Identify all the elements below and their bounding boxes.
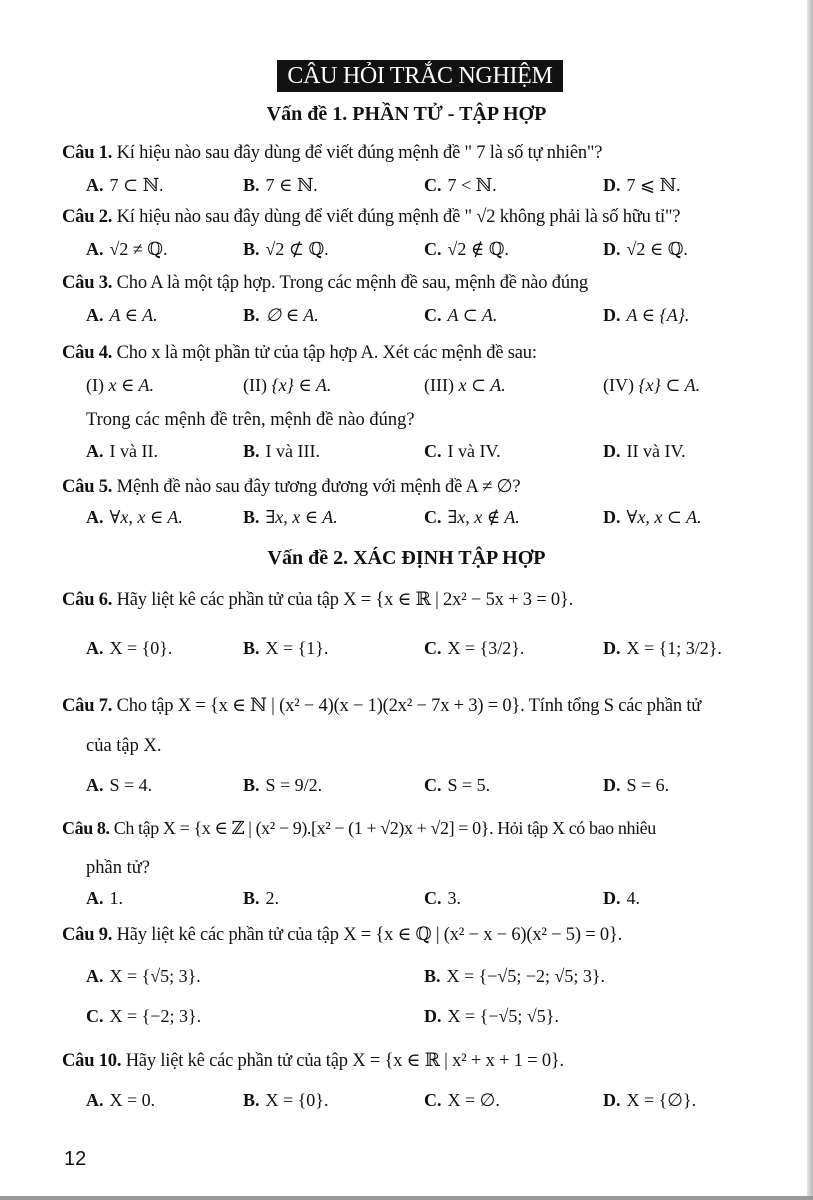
option-text: 7 ⩽ ℕ. bbox=[626, 175, 681, 195]
option-letter: B. bbox=[243, 305, 260, 325]
option-letter: C. bbox=[424, 507, 442, 527]
question-7 bbox=[62, 695, 701, 717]
option-b[interactable] bbox=[424, 966, 605, 987]
option-text: X = {−√5; −2; √5; 3}. bbox=[446, 966, 606, 986]
option-a[interactable] bbox=[86, 1090, 155, 1111]
option-letter: D. bbox=[603, 175, 621, 195]
option-text: √2 ∈ ℚ. bbox=[626, 239, 688, 259]
question-text: Hãy liệt kê các phần tử của tập X = {x ∈ ℝ | x² + x + 1 = 0}. bbox=[125, 1051, 564, 1071]
option-letter: D. bbox=[603, 638, 621, 658]
statement-text: {x} ∈ A. bbox=[271, 375, 332, 395]
option-a[interactable] bbox=[86, 966, 201, 987]
option-text: 3. bbox=[447, 888, 461, 908]
option-b[interactable] bbox=[243, 441, 320, 462]
option-text: II và IV. bbox=[626, 441, 686, 461]
option-d[interactable] bbox=[603, 175, 681, 196]
question-text: Cho tập X = {x ∈ ℕ | (x² − 4)(x − 1)(2x² − 7x + 3) = 0}. Tính tổng S các phần tử bbox=[116, 696, 702, 716]
option-a[interactable] bbox=[86, 441, 158, 462]
question-8 bbox=[62, 818, 656, 839]
question-label: Câu 5. bbox=[62, 477, 113, 497]
option-text: √2 ⊄ ℚ. bbox=[265, 239, 329, 259]
option-text: I và IV. bbox=[447, 441, 501, 461]
option-letter: B. bbox=[243, 775, 260, 795]
option-b[interactable] bbox=[243, 638, 328, 659]
option-text: √2 ≠ ℚ. bbox=[109, 239, 168, 259]
option-d[interactable] bbox=[603, 888, 640, 909]
option-c[interactable] bbox=[424, 507, 520, 528]
question-label: Câu 7. bbox=[62, 696, 113, 716]
option-text: X = {∅}. bbox=[626, 1090, 697, 1110]
option-letter: D. bbox=[603, 775, 621, 795]
option-letter: A. bbox=[86, 888, 104, 908]
statement-label: (III) bbox=[424, 375, 454, 395]
option-letter: C. bbox=[424, 775, 442, 795]
statement-4 bbox=[603, 375, 700, 396]
statement-3 bbox=[424, 375, 506, 396]
option-text: S = 4. bbox=[109, 775, 153, 795]
option-text: S = 6. bbox=[626, 775, 670, 795]
option-c[interactable] bbox=[424, 441, 501, 462]
option-b[interactable] bbox=[243, 305, 319, 326]
option-text: A ∈ A. bbox=[109, 305, 158, 325]
option-a[interactable] bbox=[86, 888, 123, 909]
option-letter: B. bbox=[243, 888, 260, 908]
statement-2 bbox=[243, 375, 331, 396]
option-letter: C. bbox=[424, 638, 442, 658]
question-4 bbox=[62, 343, 537, 364]
question-label: Câu 2. bbox=[62, 207, 113, 227]
question-label: Câu 8. bbox=[62, 818, 110, 838]
statement-text: x ⊂ A. bbox=[458, 375, 506, 395]
option-text: X = {1}. bbox=[265, 638, 329, 658]
option-b[interactable] bbox=[243, 888, 279, 909]
option-letter: A. bbox=[86, 775, 104, 795]
option-letter: D. bbox=[603, 888, 621, 908]
option-letter: D. bbox=[603, 1090, 621, 1110]
option-text: 7 < ℕ. bbox=[447, 175, 497, 195]
option-letter: C. bbox=[424, 441, 442, 461]
section-title-2: Vấn đề 2. XÁC ĐỊNH TẬP HỢP bbox=[267, 547, 546, 569]
option-letter: D. bbox=[603, 507, 621, 527]
question-continuation: của tập X. bbox=[86, 736, 162, 756]
option-letter: D. bbox=[603, 441, 621, 461]
option-letter: B. bbox=[243, 441, 260, 461]
option-a[interactable] bbox=[86, 175, 164, 196]
option-text: S = 9/2. bbox=[265, 775, 323, 795]
question-continuation: phần tử? bbox=[86, 858, 150, 878]
statement-label: (I) bbox=[86, 375, 104, 395]
question-2 bbox=[62, 207, 680, 228]
option-letter: B. bbox=[243, 175, 260, 195]
question-label: Câu 1. bbox=[62, 143, 113, 163]
question-text: Hãy liệt kê các phần tử của tập X = {x ∈ ℝ | 2x² − 5x + 3 = 0}. bbox=[116, 590, 574, 610]
option-text: 7 ⊂ ℕ. bbox=[109, 175, 164, 195]
option-text: √2 ∉ ℚ. bbox=[447, 239, 509, 259]
option-text: X = {−2; 3}. bbox=[109, 1006, 202, 1026]
option-letter: B. bbox=[243, 507, 260, 527]
option-b[interactable] bbox=[243, 507, 338, 528]
page-bottom-edge bbox=[0, 1196, 813, 1200]
option-letter: C. bbox=[424, 1090, 442, 1110]
option-text: X = ∅. bbox=[447, 1090, 500, 1110]
option-b[interactable] bbox=[243, 239, 329, 260]
option-text: X = 0. bbox=[109, 1090, 156, 1110]
option-d[interactable] bbox=[603, 239, 688, 260]
question-label: Câu 4. bbox=[62, 343, 113, 363]
option-letter: C. bbox=[86, 1006, 104, 1026]
option-b[interactable] bbox=[243, 1090, 328, 1111]
option-letter: B. bbox=[424, 966, 441, 986]
option-text: X = {3/2}. bbox=[447, 638, 525, 658]
option-letter: D. bbox=[603, 239, 621, 259]
question-10 bbox=[62, 1050, 564, 1072]
statement-label: (II) bbox=[243, 375, 267, 395]
option-c[interactable] bbox=[424, 888, 461, 909]
option-b[interactable] bbox=[243, 775, 322, 796]
option-b[interactable] bbox=[243, 175, 318, 196]
page-edge-shadow bbox=[807, 0, 813, 1196]
question-6 bbox=[62, 589, 573, 611]
question-text: Kí hiệu nào sau đây dùng để viết đúng mệnh đề " 7 là số tự nhiên"? bbox=[116, 143, 603, 163]
option-text: A ⊂ A. bbox=[447, 305, 498, 325]
option-text: X = {0}. bbox=[265, 1090, 329, 1110]
option-text: I và II. bbox=[109, 441, 158, 461]
option-letter: D. bbox=[424, 1006, 442, 1026]
option-c[interactable] bbox=[424, 775, 490, 796]
option-letter: B. bbox=[243, 239, 260, 259]
option-a[interactable] bbox=[86, 775, 152, 796]
option-letter: C. bbox=[424, 888, 442, 908]
option-letter: C. bbox=[424, 239, 442, 259]
option-text: 2. bbox=[265, 888, 280, 908]
option-letter: A. bbox=[86, 175, 104, 195]
option-text: 1. bbox=[109, 888, 123, 908]
option-letter: D. bbox=[603, 305, 621, 325]
question-label: Câu 10. bbox=[62, 1051, 122, 1071]
option-a[interactable] bbox=[86, 239, 167, 260]
question-followup: Trong các mệnh đề trên, mệnh đề nào đúng? bbox=[86, 410, 415, 430]
question-label: Câu 3. bbox=[62, 273, 113, 293]
section-title-1: Vấn đề 1. PHẦN TỬ - TẬP HỢP bbox=[266, 103, 547, 125]
option-letter: B. bbox=[243, 1090, 260, 1110]
question-label: Câu 9. bbox=[62, 925, 113, 945]
page-number: 12 bbox=[64, 1148, 87, 1170]
option-letter: A. bbox=[86, 1090, 104, 1110]
option-c[interactable] bbox=[424, 638, 524, 659]
option-d[interactable] bbox=[603, 507, 702, 528]
option-text: A ∈ {A}. bbox=[626, 305, 690, 325]
option-d[interactable] bbox=[603, 1090, 696, 1111]
option-a[interactable] bbox=[86, 305, 158, 326]
question-label: Câu 6. bbox=[62, 590, 113, 610]
option-a[interactable] bbox=[86, 638, 172, 659]
page-title: CÂU HỎI TRẮC NGHIỆM bbox=[277, 60, 563, 92]
option-letter: A. bbox=[86, 441, 104, 461]
option-letter: C. bbox=[424, 305, 442, 325]
statement-text: x ∈ A. bbox=[108, 375, 154, 395]
question-text: Mệnh đề nào sau đây tương đương với mệnh đề A ≠ ∅? bbox=[116, 477, 521, 497]
option-letter: A. bbox=[86, 507, 104, 527]
option-text: X = {0}. bbox=[109, 638, 173, 658]
option-text: X = {−√5; √5}. bbox=[447, 1006, 559, 1026]
option-text: I và III. bbox=[265, 441, 320, 461]
option-letter: C. bbox=[424, 175, 442, 195]
option-letter: A. bbox=[86, 305, 104, 325]
question-3 bbox=[62, 273, 588, 294]
option-text: ∅ ∈ A. bbox=[265, 305, 319, 325]
option-d[interactable] bbox=[603, 441, 686, 462]
option-c[interactable] bbox=[424, 1090, 500, 1111]
option-d[interactable] bbox=[603, 638, 722, 659]
option-d[interactable] bbox=[424, 1006, 559, 1027]
question-text: Ch tập X = {x ∈ ℤ | (x² − 9).[x² − (1 + √2)x + √2] = 0}. Hỏi tập X có bao nhiêu bbox=[113, 818, 656, 838]
option-text: 7 ∈ ℕ. bbox=[265, 175, 318, 195]
option-c[interactable] bbox=[424, 239, 509, 260]
statement-text: {x} ⊂ A. bbox=[638, 375, 701, 395]
statement-1 bbox=[86, 375, 154, 396]
question-text: Cho A là một tập hợp. Trong các mệnh đề sau, mệnh đề nào đúng bbox=[116, 273, 588, 293]
option-letter: A. bbox=[86, 239, 104, 259]
option-text: ∃x, x ∉ A. bbox=[447, 507, 520, 527]
option-letter: B. bbox=[243, 638, 260, 658]
option-text: X = {1; 3/2}. bbox=[626, 638, 722, 658]
option-text: ∀x, x ∈ A. bbox=[109, 507, 183, 527]
question-text: Hãy liệt kê các phần tử của tập X = {x ∈ ℚ | (x² − x − 6)(x² − 5) = 0}. bbox=[116, 925, 623, 945]
option-d[interactable] bbox=[603, 305, 689, 326]
option-text: X = {√5; 3}. bbox=[109, 966, 201, 986]
question-5 bbox=[62, 476, 520, 498]
option-c[interactable] bbox=[424, 305, 497, 326]
question-text: Kí hiệu nào sau đây dùng để viết đúng mệnh đề " √2 không phải là số hữu tỉ"? bbox=[116, 207, 681, 227]
option-c[interactable] bbox=[424, 175, 497, 196]
question-1 bbox=[62, 143, 602, 164]
option-letter: A. bbox=[86, 966, 104, 986]
option-a[interactable] bbox=[86, 507, 183, 528]
statement-label: (IV) bbox=[603, 375, 634, 395]
option-letter: A. bbox=[86, 638, 104, 658]
option-text: ∃x, x ∈ A. bbox=[265, 507, 338, 527]
option-d[interactable] bbox=[603, 775, 669, 796]
option-c[interactable] bbox=[86, 1006, 201, 1027]
option-text: S = 5. bbox=[447, 775, 491, 795]
question-9 bbox=[62, 924, 622, 946]
option-text: ∀x, x ⊂ A. bbox=[626, 507, 702, 527]
option-text: 4. bbox=[626, 888, 640, 908]
question-text: Cho x là một phần tử của tập hợp A. Xét các mệnh đề sau: bbox=[116, 343, 537, 363]
